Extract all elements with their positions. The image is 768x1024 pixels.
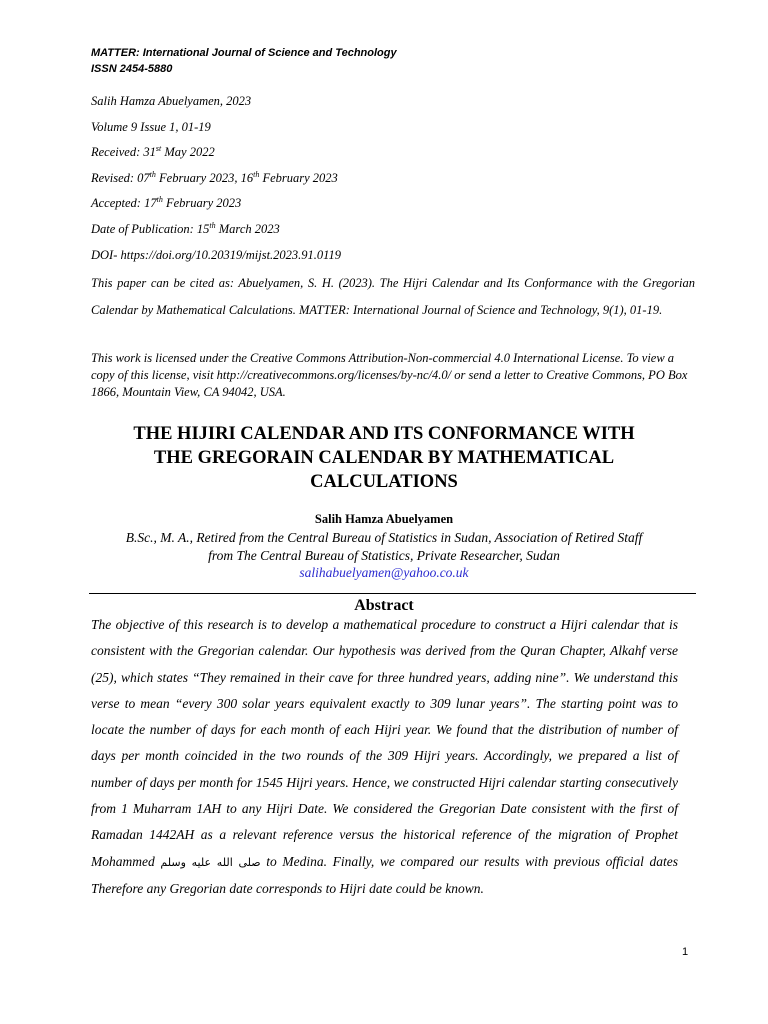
abstract-text-part: The objective of this research is to develop a mathematical procedure to construct a Hijri calendar that is consistent with the Gregorian calendar. Our hypothesis was derived from the Quran Chapter, Alkahf verse (25), which states “They remained in their cave for three hundred years, adding nine”. We understand this verse to mean “every 300 solar years equivalent exactly to 309 lunar years”. The starting point was to locate the number of days for each month of each Hijri year. We found that the distribution of number of days per month coincided in the two rounds of the 309 Hijri years. Accordingly, we prepared a list of number of days per month for 1545 Hijri years. Hence, we constructed Hijri calendar starting consecutively from 1 Muharram 1AH to any Hijri Date. We considered the Gregorian Date consistent with the first of Ramadan 1442AH as a relevant reference versus the historical reference of the migration of Prophet Mohammed <box>91 617 678 869</box>
author-name: Salih Hamza Abuelyamen <box>314 512 454 526</box>
doi-link[interactable]: DOI- https://doi.org/10.20319/mijst.2023.91.0119 <box>91 247 341 262</box>
author-year: Salih Hamza Abuelyamen, 2023 <box>91 94 252 108</box>
affiliation-line: from The Central Bureau of Statistics, Private Researcher, Sudan <box>208 548 560 563</box>
abstract-heading: Abstract <box>354 597 414 614</box>
author-affiliation <box>80 529 688 565</box>
journal-header <box>91 45 397 77</box>
license-text: This work is licensed under the Creative Commons Attribution-Non-commercial 4.0 International License. To view a copy of this license, visit http://creativecommons.org/licenses/by-nc/4.0/ or send a letter to Creative Commons, PO Box 1866, Mountain View, CA 94042, USA. <box>91 351 688 399</box>
title-line: THE HIJIRI CALENDAR AND ITS CONFORMANCE WITH <box>133 424 635 444</box>
affiliation-line: B.Sc., M. A., Retired from the Central Bureau of Statistics in Sudan, Association of Retired Staff <box>125 530 643 545</box>
volume-info: Volume 9 Issue 1, 01-19 <box>91 119 211 134</box>
page-number: 1 <box>682 946 689 958</box>
received-date: Received: 31st May 2022 <box>91 144 215 160</box>
article-metadata <box>91 89 695 268</box>
accepted-date: Accepted: 17th February 2023 <box>91 195 242 211</box>
paper-title <box>91 422 677 494</box>
title-line: THE GREGORAIN CALENDAR BY MATHEMATICAL <box>153 448 615 468</box>
arabic-honorific: صلى الله عليه وسلم <box>160 855 261 869</box>
title-line: CALCULATIONS <box>310 472 458 492</box>
section-divider <box>89 593 696 594</box>
journal-issn: ISSN 2454-5880 <box>91 63 173 75</box>
author-email-link[interactable]: salihabuelyamen@yahoo.co.uk <box>299 565 469 580</box>
revised-date: Revised: 07th February 2023, 16th February 2023 <box>91 169 338 185</box>
citation-text: This paper can be cited as: Abuelyamen, S. H. (2023). The Hijri Calendar and Its Conformance with the Gregorian Calendar by Mathematical Calculations. MATTER: International Journal of Science and Technology, 9(1), 01-19. <box>91 276 695 317</box>
abstract-text <box>91 612 678 902</box>
abstract-text-part: to Medina. Finally, we compared our results with previous official dates Therefore any Gregorian date corresponds to Hijri date could be known. <box>91 853 679 896</box>
journal-name: MATTER: International Journal of Science and Technology <box>91 47 397 59</box>
publication-date: Date of Publication: 15th March 2023 <box>91 220 280 236</box>
